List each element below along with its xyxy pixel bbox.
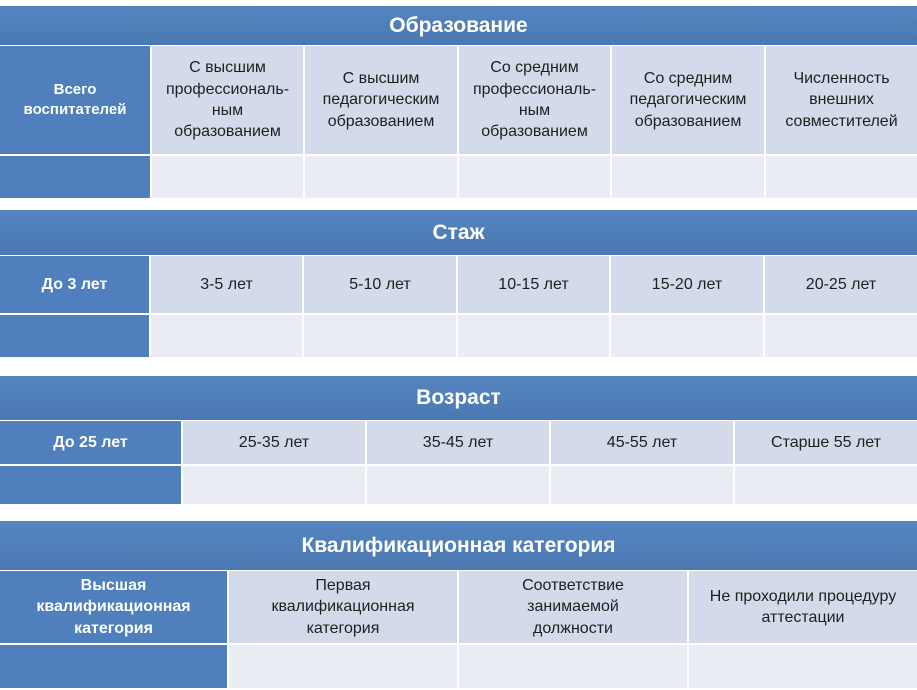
qualification-data-cell	[229, 645, 459, 690]
education-data-cell	[459, 156, 612, 200]
experience-header-cell: 10-15 лет	[458, 256, 611, 315]
experience-section	[0, 210, 917, 359]
age-title: Возраст	[0, 376, 917, 421]
qualification-header-cell: Первая квалификационная категория	[229, 571, 459, 645]
education-data-cell	[766, 156, 917, 200]
experience-header-row	[0, 256, 917, 315]
experience-first-header: До 3 лет	[0, 256, 151, 315]
qualification-data-row	[0, 645, 917, 690]
age-header-cell: 35-45 лет	[367, 421, 551, 466]
age-header-cell: 25-35 лет	[183, 421, 367, 466]
qualification-section	[0, 521, 917, 690]
experience-header-cell: 15-20 лет	[611, 256, 765, 315]
education-header-cell: С высшим педагогическим образованием	[305, 46, 459, 156]
experience-data-cell	[304, 315, 458, 359]
experience-data-cell	[151, 315, 304, 359]
age-header-cell: Старше 55 лет	[735, 421, 917, 466]
experience-data-row	[0, 315, 917, 359]
age-section	[0, 376, 917, 506]
age-header-cell: 45-55 лет	[551, 421, 735, 466]
education-data-cell	[152, 156, 305, 200]
education-header-row	[0, 46, 917, 156]
experience-header-cell: 5-10 лет	[304, 256, 458, 315]
age-first-header: До 25 лет	[0, 421, 183, 466]
age-data-cell	[735, 466, 917, 506]
experience-data-cell	[611, 315, 765, 359]
experience-data-cell	[458, 315, 611, 359]
qualification-header-cell: Не проходили процедуру аттестации	[689, 571, 917, 645]
experience-title: Стаж	[0, 210, 917, 256]
education-data-cell	[612, 156, 766, 200]
age-header-row	[0, 421, 917, 466]
qualification-data-cell	[689, 645, 917, 690]
education-header-cell: Численность внешних совместителей	[766, 46, 917, 156]
qualification-data-cell	[459, 645, 689, 690]
age-data-cell	[551, 466, 735, 506]
education-data-cell	[305, 156, 459, 200]
qualification-title: Квалификационная категория	[0, 521, 917, 571]
education-header-cell: Со средним профессиональ-ным образованием	[459, 46, 612, 156]
qualification-first-header: Высшая квалификационная категория	[0, 571, 229, 645]
experience-data-cell	[0, 315, 151, 359]
experience-header-cell: 20-25 лет	[765, 256, 917, 315]
age-data-cell	[183, 466, 367, 506]
education-section	[0, 6, 917, 200]
experience-data-cell	[765, 315, 917, 359]
education-data-cell	[0, 156, 152, 200]
education-title: Образование	[0, 6, 917, 46]
age-data-row	[0, 466, 917, 506]
education-header-cell: Со средним педагогическим образованием	[612, 46, 766, 156]
experience-header-cell: 3-5 лет	[151, 256, 304, 315]
education-header-cell: С высшим профессиональ-ным образованием	[152, 46, 305, 156]
age-data-cell	[367, 466, 551, 506]
qualification-header-row	[0, 571, 917, 645]
qualification-header-cell: Соответствие занимаемой должности	[459, 571, 689, 645]
education-data-row	[0, 156, 917, 200]
qualification-data-cell	[0, 645, 229, 690]
education-first-header: Всего воспитателей	[0, 46, 152, 156]
age-data-cell	[0, 466, 183, 506]
